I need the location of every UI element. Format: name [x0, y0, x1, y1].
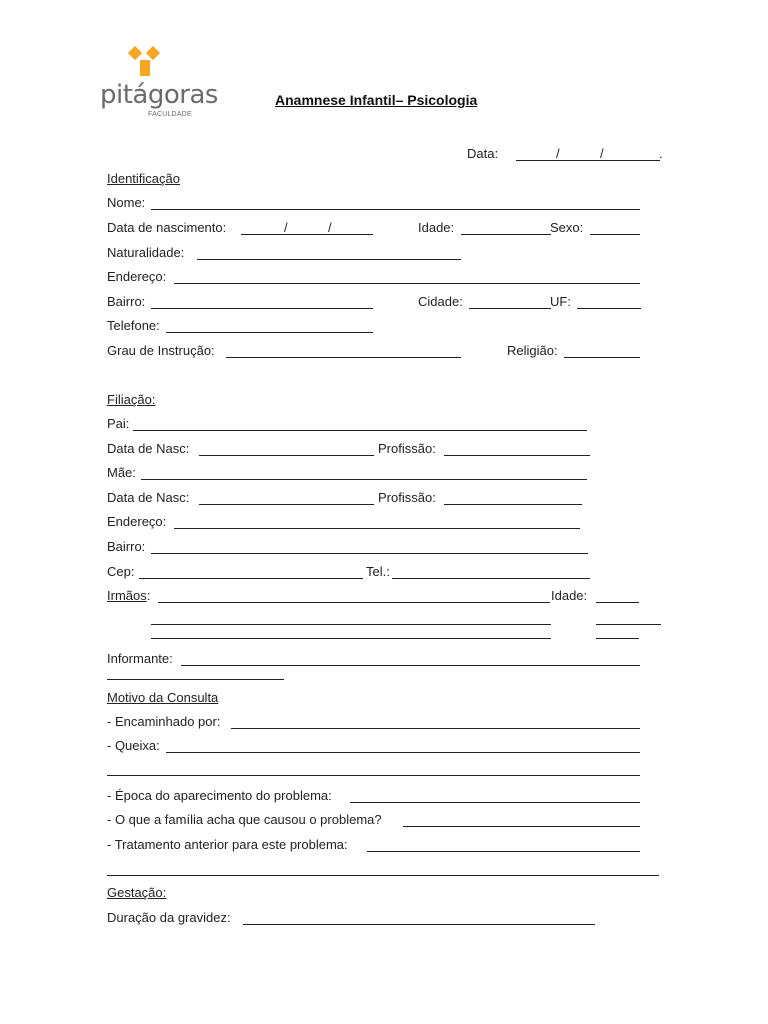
nasc-mae-label: Data de Nasc:: [107, 490, 190, 505]
date-label: Data:: [467, 146, 499, 161]
familia-field[interactable]: [403, 826, 640, 827]
religiao-field[interactable]: [564, 357, 640, 358]
prof-pai-field[interactable]: [444, 455, 590, 456]
religiao-label: Religião:: [507, 343, 558, 358]
duracao-label: Duração da gravidez:: [107, 910, 231, 925]
irmaos-idade-field-3[interactable]: [596, 638, 639, 639]
date-separator: /: [556, 146, 560, 161]
telefone-field[interactable]: [166, 332, 373, 333]
nasc-pai-field[interactable]: [199, 455, 374, 456]
informante-field[interactable]: [181, 665, 640, 666]
date-separator: /: [600, 146, 604, 161]
logo-subtitle: FACULDADE: [148, 111, 192, 118]
mae-field[interactable]: [141, 479, 587, 480]
prof-mae-field[interactable]: [444, 504, 582, 505]
endereco-field[interactable]: [174, 283, 640, 284]
irmaos-label-text: Irmãos: [107, 588, 147, 603]
endereco-label: Endereço:: [107, 269, 167, 284]
queixa-field-2[interactable]: [107, 775, 640, 776]
uf-field[interactable]: [577, 308, 641, 309]
informante-field-2[interactable]: [107, 679, 284, 680]
bairro-filiacao-field[interactable]: [151, 553, 588, 554]
logo-wordmark: pitágoras: [100, 80, 218, 110]
pitagoras-logo: [100, 42, 218, 122]
cep-label: Cep:: [107, 564, 135, 579]
idade-field[interactable]: [461, 234, 551, 235]
sexo-field[interactable]: [590, 234, 640, 235]
sexo-label: Sexo:: [550, 220, 584, 235]
nome-label: Nome:: [107, 195, 146, 210]
cidade-label: Cidade:: [418, 294, 463, 309]
prof-mae-label: Profissão:: [378, 490, 436, 505]
epoca-label: - Época do aparecimento do problema:: [107, 788, 332, 803]
irmaos-idade-field[interactable]: [596, 602, 639, 603]
epoca-field[interactable]: [350, 802, 640, 803]
nome-field[interactable]: [151, 209, 640, 210]
tel-field[interactable]: [392, 578, 590, 579]
bairro-label: Bairro:: [107, 294, 146, 309]
mae-label: Mãe:: [107, 465, 136, 480]
queixa-label: - Queixa:: [107, 738, 160, 753]
bairro-field[interactable]: [151, 308, 373, 309]
bairro-filiacao-label: Bairro:: [107, 539, 146, 554]
date-separator: /: [284, 220, 288, 235]
tratamento-field[interactable]: [367, 851, 640, 852]
pai-label: Pai:: [107, 416, 130, 431]
page-title: Anamnese Infantil– Psicologia: [275, 92, 478, 108]
tratamento-field-2[interactable]: [107, 875, 659, 876]
nasc-pai-label: Data de Nasc:: [107, 441, 190, 456]
section-identificacao: Identificação: [107, 171, 180, 186]
section-motivo: Motivo da Consulta: [107, 690, 219, 705]
queixa-field[interactable]: [166, 752, 640, 753]
pai-field[interactable]: [133, 430, 587, 431]
tratamento-label: - Tratamento anterior para este problema:: [107, 837, 348, 852]
naturalidade-label: Naturalidade:: [107, 245, 185, 260]
section-filiacao: Filiação:: [107, 392, 156, 407]
irmaos-field[interactable]: [158, 602, 550, 603]
familia-label: - O que a família acha que causou o problema?: [107, 812, 382, 827]
section-gestacao: Gestação:: [107, 885, 167, 900]
nascimento-label: Data de nascimento:: [107, 220, 227, 235]
tel-label: Tel.:: [366, 564, 390, 579]
cep-field[interactable]: [139, 578, 363, 579]
date-field[interactable]: [516, 160, 660, 161]
irmaos-idade-field-2[interactable]: [596, 624, 661, 625]
pitagoras-logo-icon: [126, 42, 166, 82]
nascimento-field[interactable]: [241, 234, 373, 235]
instrucao-field[interactable]: [226, 357, 461, 358]
endereco-filiacao-label: Endereço:: [107, 514, 167, 529]
instrucao-label: Grau de Instrução:: [107, 343, 215, 358]
informante-label: Informante:: [107, 651, 173, 666]
irmaos-idade-label: Idade:: [551, 588, 588, 603]
idade-label: Idade:: [418, 220, 455, 235]
uf-label: UF:: [550, 294, 571, 309]
nasc-mae-field[interactable]: [199, 504, 374, 505]
cidade-field[interactable]: [469, 308, 551, 309]
irmaos-field-3[interactable]: [151, 638, 551, 639]
duracao-field[interactable]: [243, 924, 595, 925]
prof-pai-label: Profissão:: [378, 441, 436, 456]
encaminhado-field[interactable]: [231, 728, 640, 729]
endereco-filiacao-field[interactable]: [174, 528, 580, 529]
irmaos-label: [107, 588, 150, 603]
encaminhado-label: - Encaminhado por:: [107, 714, 221, 729]
irmaos-colon: :: [146, 588, 151, 603]
date-separator: /: [328, 220, 332, 235]
naturalidade-field[interactable]: [197, 259, 461, 260]
irmaos-field-2[interactable]: [151, 624, 551, 625]
telefone-label: Telefone:: [107, 318, 160, 333]
date-end: .: [659, 146, 663, 161]
